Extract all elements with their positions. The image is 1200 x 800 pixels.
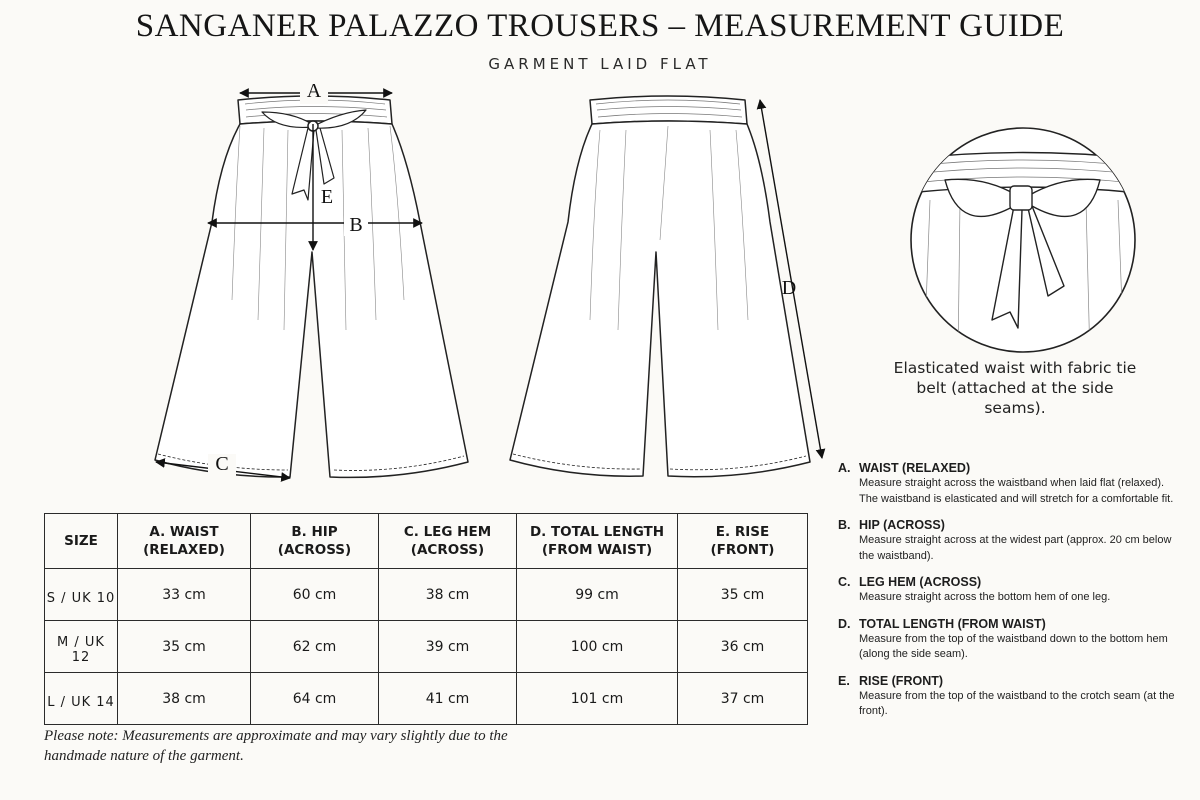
label-c: C <box>215 453 229 475</box>
length-value: 100 cm <box>517 621 678 673</box>
header-size: SIZE <box>45 514 118 569</box>
definition-text: Measure straight across the waistband when laid flat (relaxed). The waistband is elasticated and will stretch for a comfortable fit. <box>859 477 1174 505</box>
waist-value: 35 cm <box>118 621 251 673</box>
hem-value: 39 cm <box>379 621 517 673</box>
rise-value: 37 cm <box>678 673 808 725</box>
label-a: A <box>306 80 322 102</box>
length-value: 101 cm <box>517 673 678 725</box>
definition-title: B. HIP (ACROSS) <box>838 518 945 532</box>
definition-title: D. TOTAL LENGTH (FROM WAIST) <box>838 616 1046 631</box>
hip-value: 62 cm <box>251 621 379 673</box>
definition-item <box>838 616 1183 663</box>
definition-title: C. LEG HEM (ACROSS) <box>838 575 982 589</box>
definition-text: Measure straight across the bottom hem of one leg. <box>859 591 1111 603</box>
table-row <box>45 673 808 725</box>
definition-item <box>838 673 1183 720</box>
front-trouser-body <box>155 121 468 477</box>
label-e: E <box>320 186 334 208</box>
hip-value: 64 cm <box>251 673 379 725</box>
definition-item <box>838 574 1183 606</box>
hem-value: 38 cm <box>379 569 517 621</box>
label-d: D <box>781 277 797 299</box>
page-title: SANGANER PALAZZO TROUSERS – MEASUREMENT GUIDE <box>135 8 1065 44</box>
front-view-drawing <box>155 96 468 477</box>
definition-title: E. RISE (FRONT) <box>838 673 944 688</box>
definition-text: Measure from the top of the waistband to the crotch seam (at the front). <box>859 689 1175 717</box>
waist-detail-drawing <box>880 128 1166 360</box>
waist-value: 38 cm <box>118 673 251 725</box>
table-row <box>45 569 808 621</box>
rise-value: 36 cm <box>678 621 808 673</box>
measurement-note: Please note: Measurements are approximate and may vary slightly due to the handmade nature of the garment. <box>44 728 508 764</box>
header-waist: A. WAIST (RELAXED) <box>118 514 251 569</box>
waist-value: 33 cm <box>118 569 251 621</box>
definition-item <box>838 460 1183 507</box>
label-b: B <box>349 214 363 236</box>
page-subtitle: GARMENT LAID FLAT <box>488 55 712 73</box>
length-value: 99 cm <box>517 569 678 621</box>
hip-value: 60 cm <box>251 569 379 621</box>
definition-item <box>838 517 1183 564</box>
size-table <box>44 513 808 725</box>
back-trouser-body <box>510 121 810 477</box>
size-label: L / UK 14 <box>45 673 118 725</box>
hem-value: 41 cm <box>379 673 517 725</box>
header-hem: C. LEG HEM (ACROSS) <box>379 514 517 569</box>
waist-detail-caption: Elasticated waist with fabric tie belt (attached at the side seams). <box>893 359 1137 417</box>
header-length: D. TOTAL LENGTH (FROM WAIST) <box>517 514 678 569</box>
back-view-drawing <box>510 96 810 477</box>
measurement-definitions <box>838 460 1183 730</box>
header-rise: E. RISE (FRONT) <box>678 514 808 569</box>
definition-title: A. WAIST (RELAXED) <box>838 461 971 475</box>
size-label: S / UK 10 <box>45 569 118 621</box>
size-label: M / UK 12 <box>45 621 118 673</box>
rise-value: 35 cm <box>678 569 808 621</box>
table-row <box>45 621 808 673</box>
definition-text: Measure from the top of the waistband down to the bottom hem (along the side seam). <box>859 632 1168 660</box>
size-table-header <box>45 514 808 569</box>
header-hip: B. HIP (ACROSS) <box>251 514 379 569</box>
definition-text: Measure straight across at the widest part (approx. 20 cm below the waistband). <box>859 534 1172 562</box>
